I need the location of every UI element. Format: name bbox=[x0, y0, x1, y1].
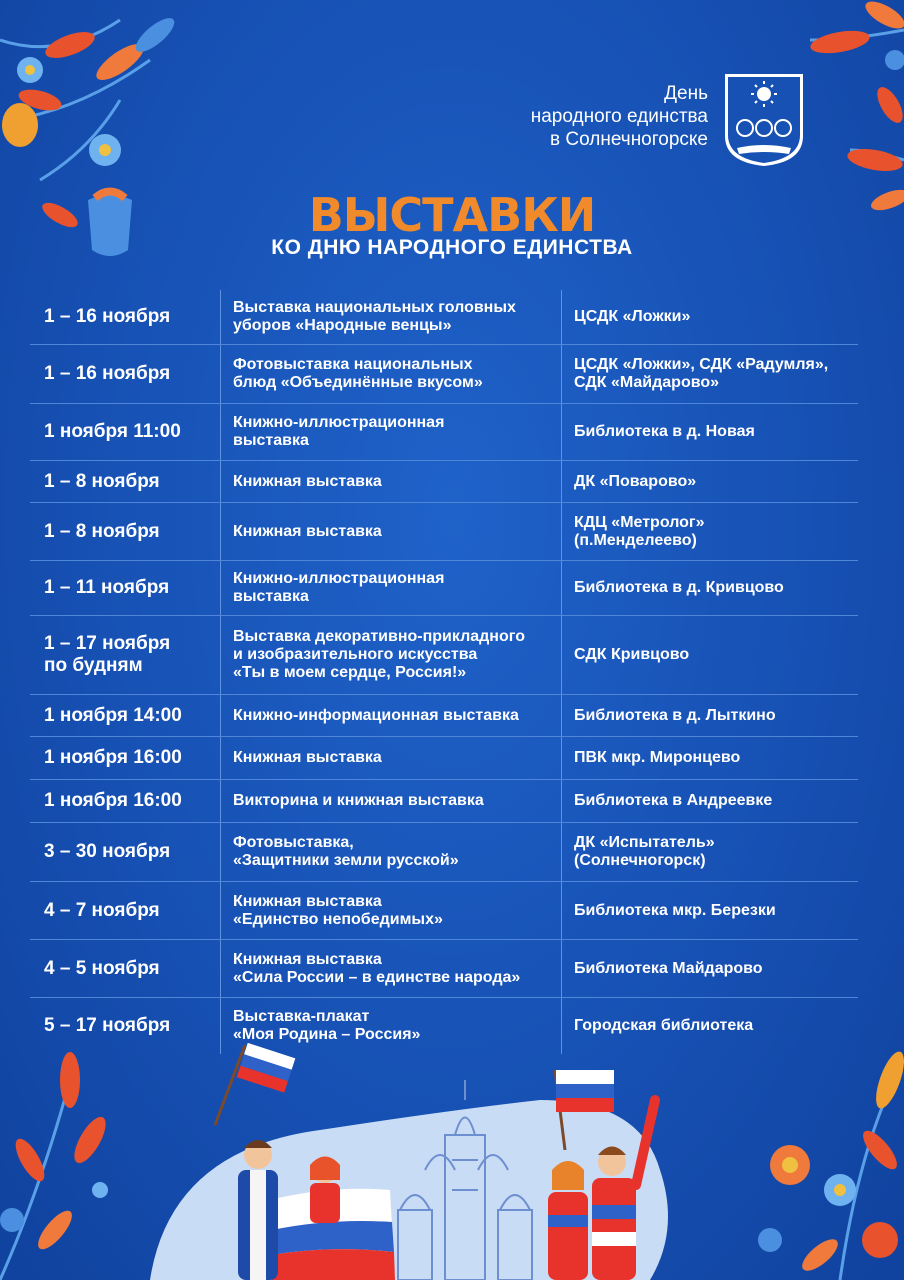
table-row bbox=[30, 290, 858, 345]
row-place: ДК «Поварово» bbox=[561, 461, 858, 502]
row-place: КДЦ «Метролог» (п.Менделеево) bbox=[561, 503, 858, 560]
table-row bbox=[30, 461, 858, 503]
row-date: 1 ноября 16:00 bbox=[44, 790, 182, 811]
brand-line: в Солнечногорске bbox=[550, 129, 708, 150]
row-place: Городская библиотека bbox=[561, 998, 858, 1054]
row-event: Книжная выставка «Единство непобедимых» bbox=[220, 882, 561, 939]
row-event: Книжно-информационная выставка bbox=[220, 695, 561, 736]
coat-of-arms-icon bbox=[723, 72, 805, 168]
row-date: 5 – 17 ноября bbox=[44, 1015, 171, 1036]
row-place: Библиотека в Андреевке bbox=[561, 780, 858, 822]
brand-title bbox=[531, 82, 708, 151]
table-row bbox=[30, 882, 858, 940]
row-event: Фотовыставка, «Защитники земли русской» bbox=[220, 823, 561, 881]
row-date: 4 – 5 ноября bbox=[44, 957, 160, 979]
brand-line: День bbox=[664, 83, 708, 104]
row-place: Библиотека Майдарово bbox=[561, 940, 858, 997]
row-event: Фотовыставка национальных блюд «Объединённые вкусом» bbox=[220, 345, 561, 403]
floral-ornament-icon bbox=[0, 1052, 112, 1280]
row-place: ПВК мкр. Миронцево bbox=[561, 737, 858, 779]
row-date-text: 1 – 17 ноября по будням bbox=[44, 633, 171, 676]
floral-ornament-icon bbox=[758, 1048, 904, 1280]
page-title: ВЫСТАВКИ bbox=[308, 188, 596, 242]
row-event: Выставка-плакат «Моя Родина – Россия» bbox=[220, 998, 561, 1054]
row-event: Книжно-иллюстрационная выставка bbox=[220, 561, 561, 615]
row-place: Библиотека в д. Лыткино bbox=[561, 695, 858, 736]
russian-flag-icon bbox=[237, 1043, 296, 1093]
table-row bbox=[30, 404, 858, 461]
row-place: Библиотека мкр. Березки bbox=[561, 882, 858, 939]
row-date: 4 – 7 ноября bbox=[44, 899, 160, 921]
brand-line: народного единства bbox=[530, 106, 708, 127]
row-date: 1 ноября 16:00 bbox=[44, 747, 182, 768]
exhibition-schedule bbox=[30, 290, 858, 1054]
table-row bbox=[30, 780, 858, 823]
table-row bbox=[30, 503, 858, 561]
row-event: Книжная выставка bbox=[220, 461, 561, 502]
row-event: Книжная выставка bbox=[220, 737, 561, 779]
row-event: Книжно-иллюстрационная выставка bbox=[220, 404, 561, 460]
row-place: ЦСДК «Ложки» bbox=[561, 290, 858, 344]
table-row bbox=[30, 345, 858, 404]
celebration-illustration bbox=[0, 1040, 904, 1280]
table-row bbox=[30, 823, 858, 882]
row-date: 1 ноября 11:00 bbox=[44, 421, 181, 442]
russian-flag-icon bbox=[556, 1070, 614, 1112]
table-row bbox=[30, 737, 858, 780]
row-event: Викторина и книжная выставка bbox=[220, 780, 561, 822]
table-row bbox=[30, 561, 858, 616]
row-date bbox=[30, 633, 220, 677]
table-row bbox=[30, 616, 858, 695]
row-event: Выставка национальных головных уборов «Народные венцы» bbox=[220, 290, 561, 344]
row-date: 1 – 16 ноября bbox=[44, 363, 171, 384]
row-place: СДК Кривцово bbox=[561, 616, 858, 694]
row-place: ЦСДК «Ложки», СДК «Радумля», СДК «Майдарово» bbox=[561, 345, 858, 403]
page-subtitle: КО ДНЮ НАРОДНОГО ЕДИНСТВА bbox=[271, 236, 633, 259]
row-place: Библиотека в д. Новая bbox=[561, 404, 858, 460]
row-date: 1 – 16 ноября bbox=[44, 306, 171, 327]
row-place: Библиотека в д. Кривцово bbox=[561, 561, 858, 615]
table-row bbox=[30, 695, 858, 737]
row-place: ДК «Испытатель» (Солнечногорск) bbox=[561, 823, 858, 881]
row-date: 1 – 8 ноября bbox=[44, 470, 160, 492]
row-event: Выставка декоративно-прикладного и изобразительного искусства «Ты в моем сердце, Россия!» bbox=[220, 616, 561, 694]
row-event: Книжная выставка «Сила России – в единстве народа» bbox=[220, 940, 561, 997]
row-event: Книжная выставка bbox=[220, 503, 561, 560]
row-date: 3 – 30 ноября bbox=[44, 841, 171, 862]
row-date: 1 – 11 ноября bbox=[44, 577, 170, 598]
table-row bbox=[30, 940, 858, 998]
row-date: 1 ноября 14:00 bbox=[44, 704, 182, 726]
row-date: 1 – 8 ноября bbox=[44, 520, 160, 542]
